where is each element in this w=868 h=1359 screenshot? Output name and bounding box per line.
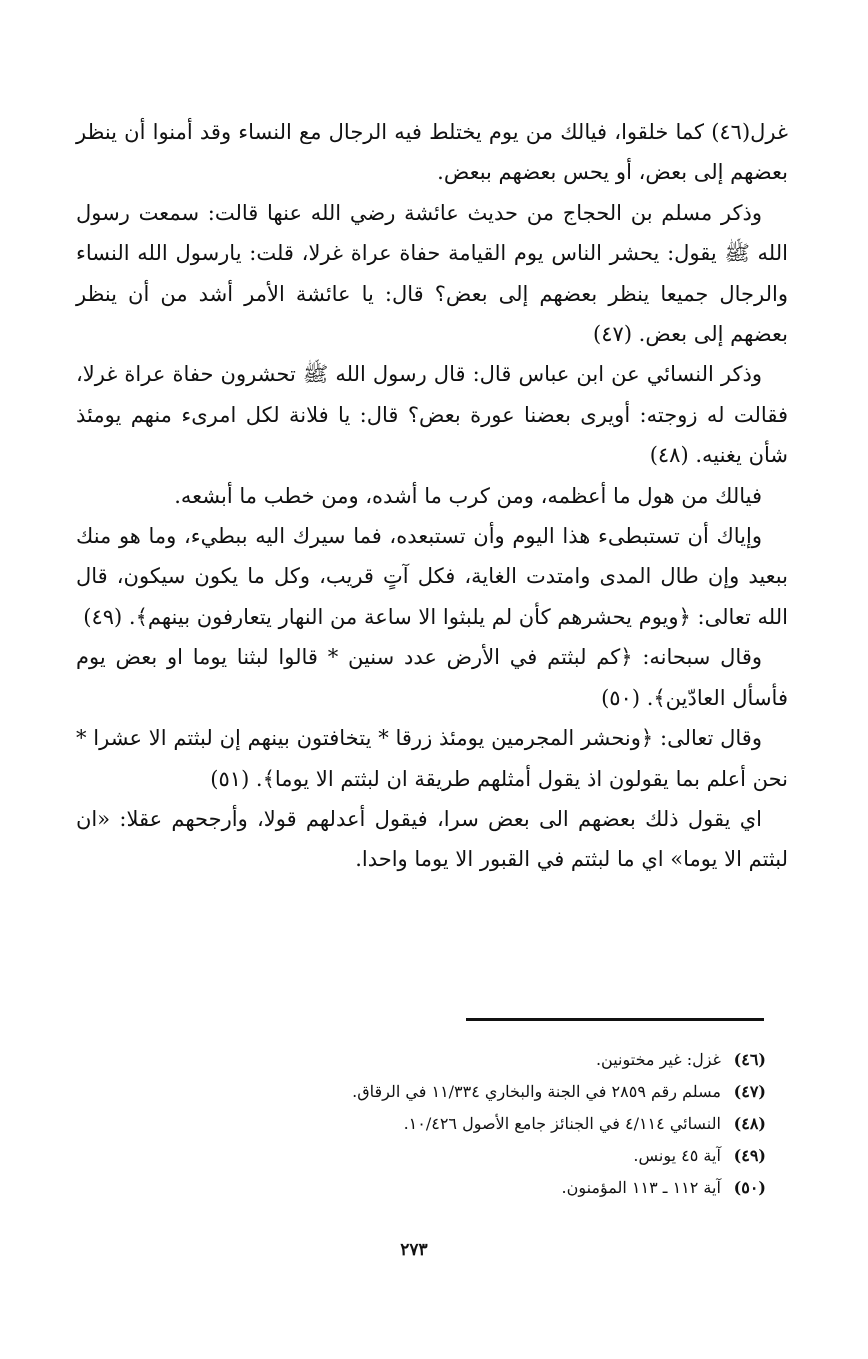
footnote-text: آية ١١٢ ـ ١١٣ المؤمنون. xyxy=(561,1178,721,1197)
paragraph-7: وقال تعالى: ﴿ونحشر المجرمين يومئذ زرقا * يتخافتون بينهم إن لبثتم الا عشرا * نحن أعلم بما يقولون اذ يقول أمثلهم طريقة ان لبثتم الا يوما﴾. (٥١) xyxy=(76,726,788,791)
footnotes xyxy=(200,1044,766,1204)
footnote-46 xyxy=(200,1044,766,1076)
footnote-47 xyxy=(200,1076,766,1108)
footnote-49 xyxy=(200,1140,766,1172)
footnote-number: (٤٩) xyxy=(733,1146,766,1165)
footnote-48 xyxy=(200,1108,766,1140)
footnote-text: آية ٤٥ يونس. xyxy=(633,1146,721,1165)
footnote-separator xyxy=(466,1018,764,1021)
footnote-text: النسائي ٤/١١٤ في الجنائز جامع الأصول ١٠/٤٢٦. xyxy=(403,1114,721,1133)
footnote-50 xyxy=(200,1172,766,1204)
paragraph-2: وذكر مسلم بن الحجاج من حديث عائشة رضي الله عنها قالت: سمعت رسول الله ﷺ يقول: يحشر الناس يوم القيامة حفاة عراة غرلا، قلت: يارسول الله النساء والرجال جميعا ينظر بعضهم إلى بعض؟ قال: يا عائشة الأمر أشد من أن ينظر بعضهم إلى بعض. (٤٧) xyxy=(76,200,788,347)
footnote-number: (٤٧) xyxy=(733,1082,766,1101)
paragraph-1: غرل(٤٦) كما خلقوا، فيالك من يوم يختلط فيه الرجال مع النساء وقد أمنوا أن ينظر بعضهم إلى بعض، أو يحس بعضهم ببعض. xyxy=(76,120,788,185)
paragraph-3: وذكر النسائي عن ابن عباس قال: قال رسول الله ﷺ تحشرون حفاة عراة غرلا، فقالت له زوجته: أويرى بعضنا عورة بعض؟ قال: يا فلانة لكل امرىء منهم يومئذ شأن يغنيه. (٤٨) xyxy=(76,362,788,468)
paragraph-8: اي يقول ذلك بعضهم الى بعض سرا، فيقول أعدلهم قولا، وأرجحهم عقلا: «ان لبثتم الا يوما» اي ما لبثتم في القبور الا يوما واحدا. xyxy=(76,806,788,872)
page-number: ٢٧٣ xyxy=(400,1240,428,1260)
footnote-number: (٤٨) xyxy=(733,1114,766,1133)
paragraph-5: وإياك أن تستبطىء هذا اليوم وأن تستبعده، فما سيرك اليه ببطيء، وما هو منك ببعيد وإن طال المدى وامتدت الغاية، فكل آتٍ قريب، وكل ما يكون سيكون، قال الله تعالى: ﴿ويوم يحشرهم كأن لم يلبثوا الا ساعة من النهار يتعارفون بينهم﴾. (٤٩) xyxy=(76,524,788,629)
main-text xyxy=(76,112,788,880)
footnote-text: مسلم رقم ٢٨٥٩ في الجنة والبخاري ١١/٣٣٤ في الرقاق. xyxy=(352,1082,721,1101)
footnote-number: (٥٠) xyxy=(733,1178,766,1197)
paragraph-6: وقال سبحانه: ﴿كم لبثتم في الأرض عدد سنين * قالوا لبثنا يوما او بعض يوم فأسأل العادّين﴾. (٥٠) xyxy=(76,645,788,710)
footnote-text: غزل: غير مختونين. xyxy=(595,1050,721,1069)
paragraph-4: فيالك من هول ما أعظمه، ومن كرب ما أشده، ومن خطب ما أبشعه. xyxy=(174,483,762,508)
footnote-number: (٤٦) xyxy=(733,1050,766,1069)
